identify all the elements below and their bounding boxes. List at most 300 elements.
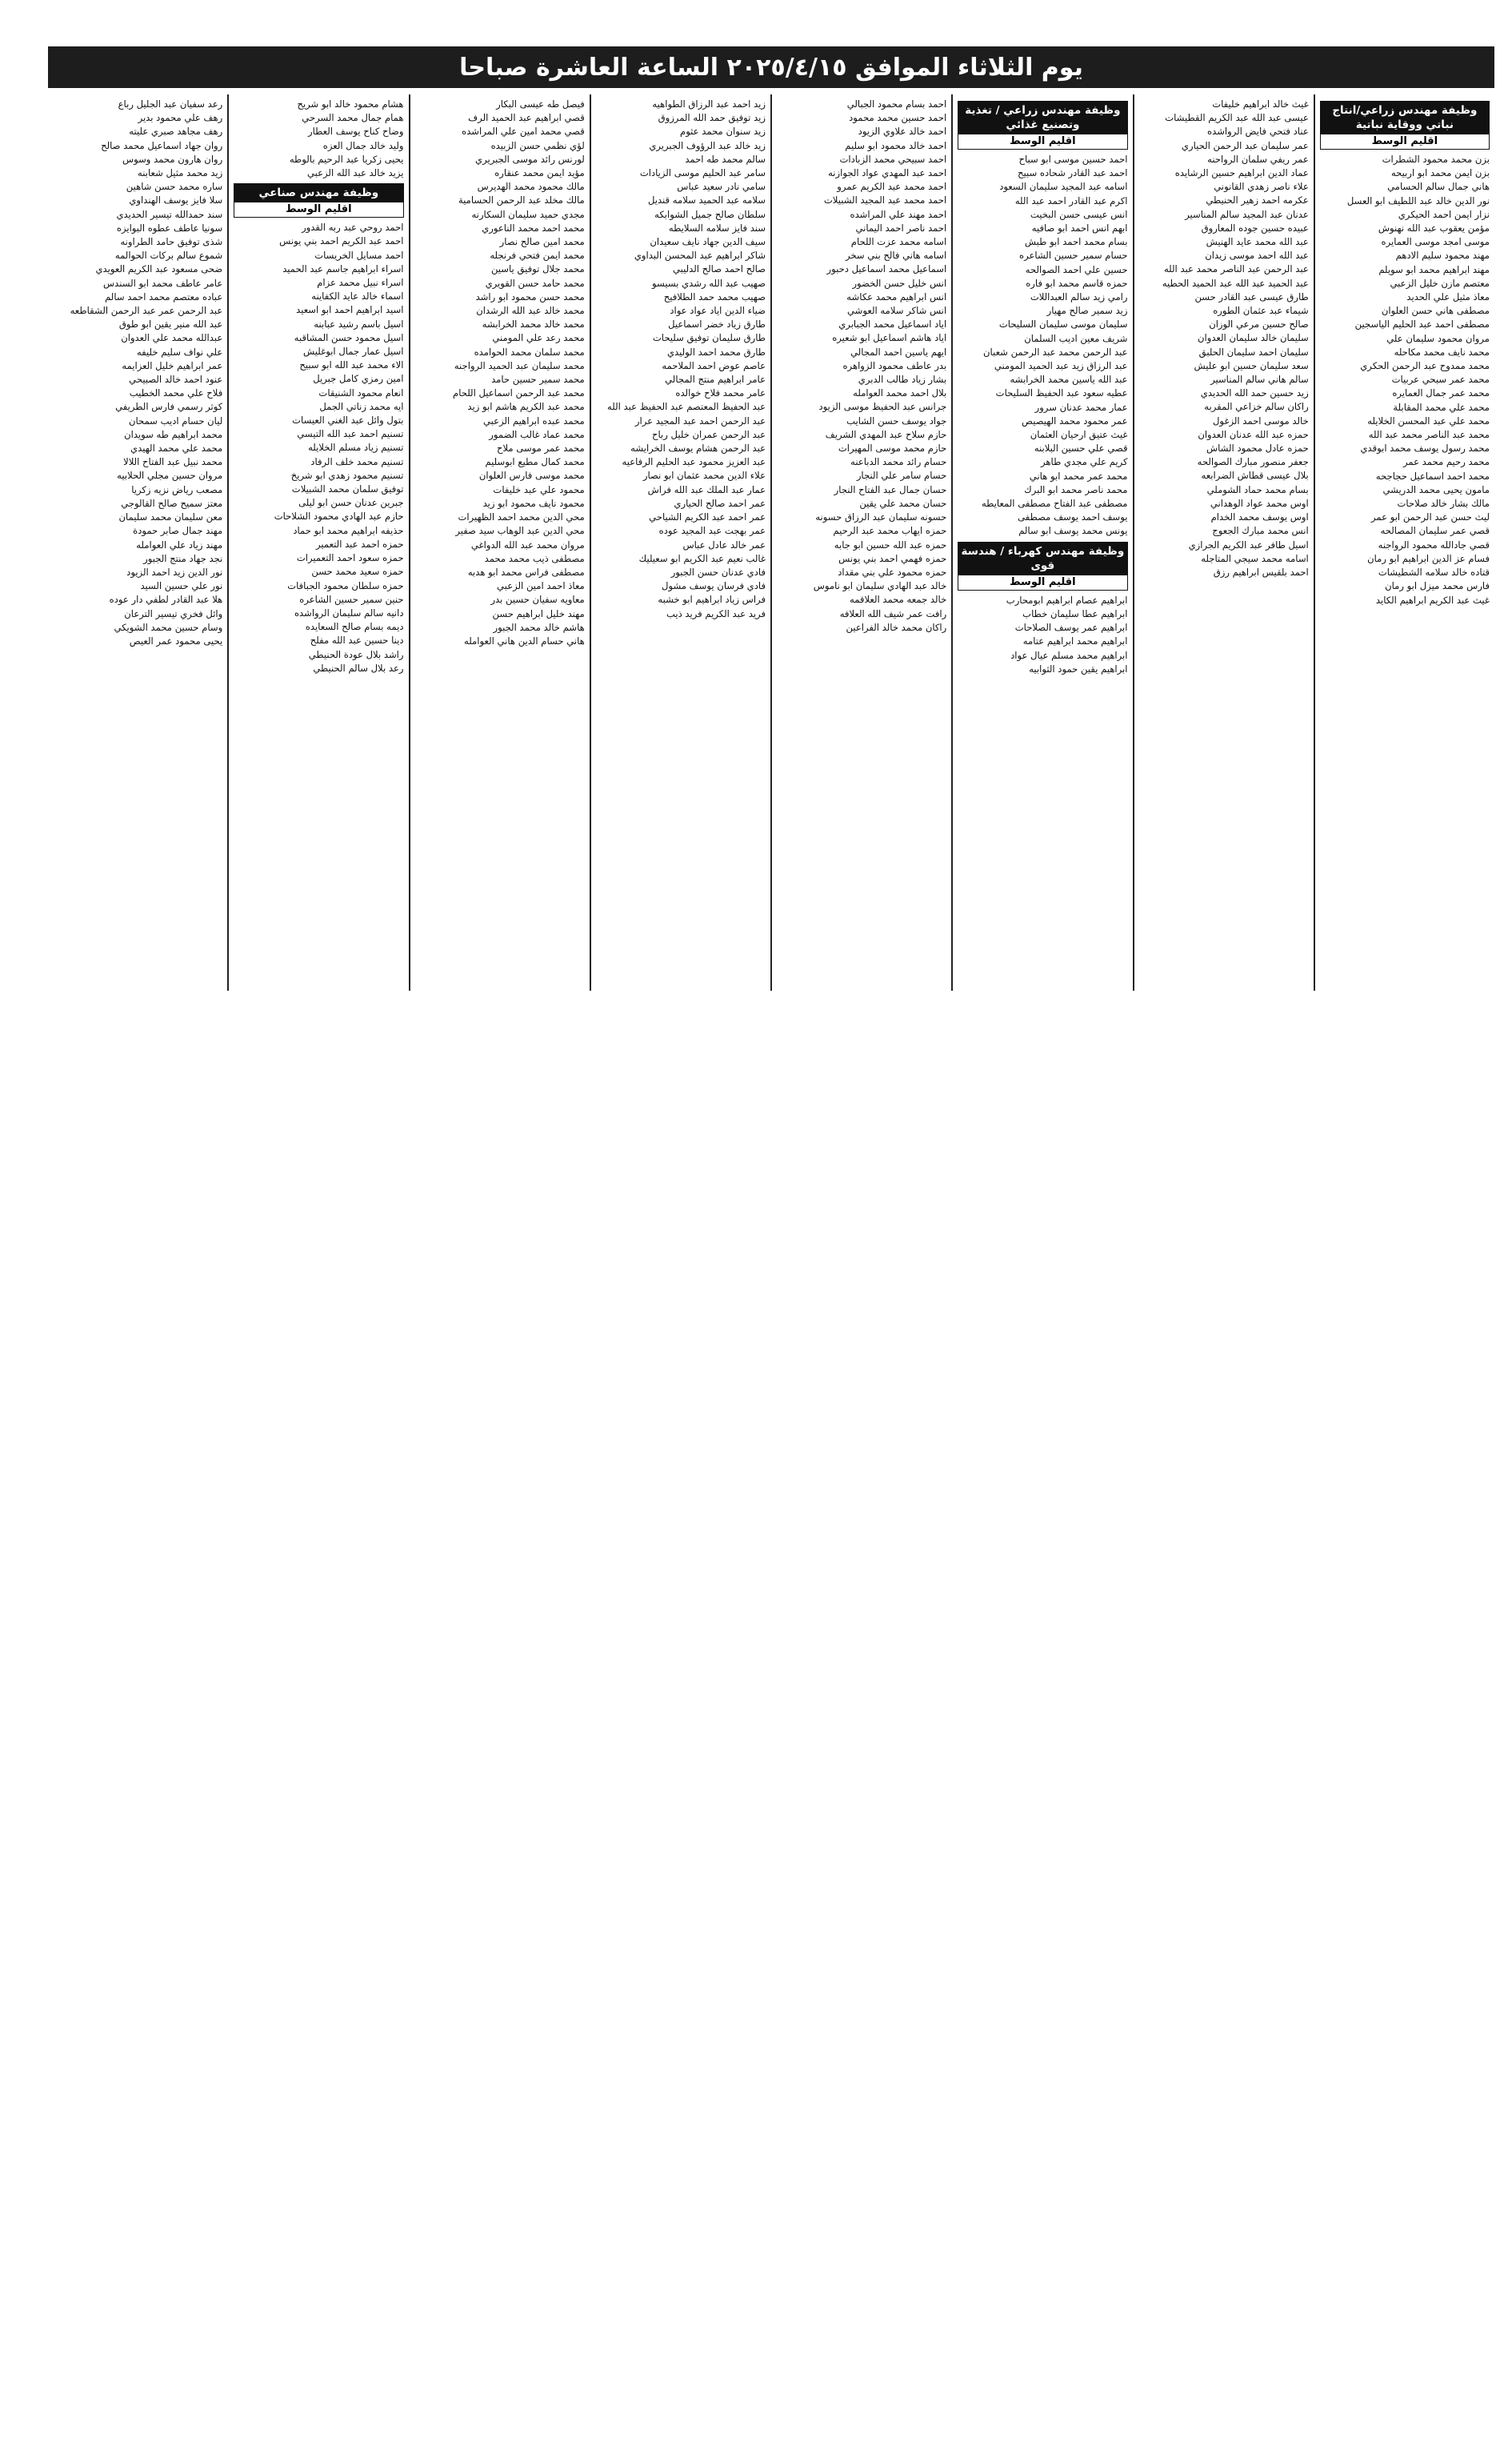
name-entry: مصطفى ذيب محمد محمد bbox=[484, 552, 585, 564]
name-entry: فادي فرسان يوسف مشول bbox=[662, 580, 766, 592]
name-entry: محمد ناصر محمد ابو البرك bbox=[1024, 483, 1128, 495]
name-entry: سعد سليمان حسين ابو عليش bbox=[1194, 359, 1309, 371]
name-entry: عمر احمد عبد الكريم الشياحي bbox=[649, 511, 766, 523]
name-entry: احمد بلقيس ابراهيم رزق bbox=[1213, 566, 1309, 578]
name-entry: وليد خالد جمال العزه bbox=[322, 139, 404, 151]
name-entry: يوسف احمد يوسف مصطفى bbox=[1018, 511, 1128, 523]
name-entry: احمد عبد الكريم احمد بني يونس bbox=[279, 235, 404, 247]
name-entry: محمد رسول يوسف محمد ابوقدي bbox=[1360, 443, 1490, 455]
name-entry: حذيفه ابراهيم محمد ابو حماد bbox=[293, 524, 404, 536]
name-entry: عبد الرحمن محمد عبد الرحمن شعبان bbox=[983, 346, 1128, 358]
name-entry: مصعب رياض نزيه زكريا bbox=[131, 483, 223, 495]
name-entry: مؤيد ايمن محمد عنقاره bbox=[494, 167, 585, 179]
name-entry: معاذ مثيل علي الحديد bbox=[1406, 291, 1490, 303]
name-entry: قتاده خالد سلامه الشطيشات bbox=[1378, 567, 1490, 579]
name-entry: اسيل محمود حسن المشاقبه bbox=[294, 331, 404, 343]
name-entry: مهند محمود سليم الادهم bbox=[1395, 250, 1490, 262]
name-entry: احمد ناصر احمد اليماني bbox=[855, 222, 947, 234]
name-entry: علاء الدين محمد عثمان ابو نصار bbox=[642, 470, 766, 482]
name-entry: اسيل عمار جمال ابوغليش bbox=[303, 346, 404, 358]
name-entry: قصي محمد امين علي المراشده bbox=[462, 126, 585, 138]
name-entry: محمد نبيل عبد الفتاح اللالا bbox=[123, 456, 223, 468]
name-entry: تسنيم محمد خلف الرفاد bbox=[310, 455, 404, 467]
name-entry: محمد جلال توفيق ياسين bbox=[490, 263, 585, 275]
name-entry: احمد عبد القادر شحاده سبيح bbox=[1018, 167, 1128, 179]
name-entry: ابهم انس احمد ابو صافيه bbox=[1031, 222, 1128, 234]
name-entry: صهيب عبد الله رشدي بسيسو bbox=[652, 277, 766, 289]
name-entry: حسان جمال عبد الفتاح النجار bbox=[834, 483, 947, 495]
name-entry: كوثر رسمي فارس الطريفي bbox=[115, 401, 223, 413]
name-entry: عامر ابراهيم منتج المجالي bbox=[665, 374, 766, 386]
name-entry: ابراهيم عصام ابراهيم ابومحارب bbox=[1006, 594, 1128, 606]
name-entry: عبد الحفيظ المعتصم عبد الحفيظ عبد الله bbox=[607, 401, 766, 413]
name-entry: فادي عدنان حسن الجبور bbox=[670, 566, 766, 578]
name-entry: مالك محمود محمد الهديرس bbox=[477, 181, 585, 193]
column-1 bbox=[1314, 94, 1494, 991]
name-entry: زيد سمير صالح مهيار bbox=[1046, 305, 1128, 317]
name-entry: اسيل باسم رشيد عبابنه bbox=[314, 318, 404, 330]
name-entry: شاكر ابراهيم عبد المحسن البداوي bbox=[634, 250, 766, 262]
name-entry: رافت عمر شيف الله العلافه bbox=[839, 607, 947, 619]
job-title: وظيفة مهندس صناعي bbox=[234, 183, 403, 202]
name-entry: محمد حسن محمود ابو راشد bbox=[475, 290, 585, 302]
name-entry: بسام محمد حماد الشوملي bbox=[1206, 483, 1309, 495]
name-entry: يونس محمد يوسف ابو سالم bbox=[1018, 525, 1128, 537]
name-entry: عبدالله محمد علي العدوان bbox=[121, 332, 223, 344]
name-entry: محمد خالد عبد الله الرشدان bbox=[476, 305, 585, 317]
name-entry: نزار ايمن احمد الحيكري bbox=[1398, 208, 1490, 220]
name-entry: محمد عبد الكريم هاشم ابو زيد bbox=[467, 401, 585, 413]
name-entry: حمزه سعيد محمد حسن bbox=[311, 566, 404, 578]
name-entry: لورنس رائد موسى الجبريري bbox=[475, 153, 585, 165]
name-entry: حمزه سعود احمد التعميرات bbox=[296, 552, 404, 564]
name-entry: عمر ابراهيم خليل العزايمه bbox=[122, 359, 223, 371]
name-entry: محمد ابراهيم طه سويدان bbox=[124, 428, 223, 440]
name-entry: حمزه ايهاب محمد عبد الرحيم bbox=[833, 525, 947, 537]
name-entry: تسنيم احمد عبد الله التيسي bbox=[297, 428, 404, 440]
name-entry: عبد الرحمن عبد الناصر محمد عبد الله bbox=[1163, 263, 1309, 275]
name-entry: انس عيسى حسن البخيت bbox=[1030, 208, 1128, 220]
column-5 bbox=[590, 94, 770, 991]
name-entry: رعد بلال سالم الحنيطي bbox=[313, 662, 404, 674]
name-entry: حمزه محمود علي بني مقداد bbox=[838, 566, 947, 578]
name-entry: جبرين عدنان حسن ابو ليلى bbox=[298, 497, 404, 509]
name-entry: عبد الله ياسين محمد الخرابشه bbox=[1010, 374, 1128, 386]
name-entry: كريم علي مجدي طاهر bbox=[1041, 456, 1128, 468]
name-entry: محمد ممدوح عبد الرحمن الحكري bbox=[1360, 360, 1490, 372]
name-entry: اسماء خالد عايد الكفاينه bbox=[311, 290, 404, 302]
name-entry: اسراء ابراهيم جاسم عبد الحميد bbox=[282, 262, 404, 274]
name-entry: مروان حسين مجلي الحلابيه bbox=[117, 470, 223, 482]
name-entry: غيث عتيق ارحيان العثمان bbox=[1030, 429, 1128, 441]
name-entry: محمد عبد الناصر محمد عبد الله bbox=[1368, 429, 1490, 441]
name-entry: فارس محمد ميزل ابو رمان bbox=[1385, 580, 1490, 592]
name-entry: راكان سالم خزاعي المقربه bbox=[1204, 401, 1309, 413]
name-entry: هاني حسام الدين هاني العوامله bbox=[464, 635, 585, 647]
name-entry: معاذ احمد امين الزعبي bbox=[497, 580, 585, 592]
name-entry: حنين سمير حسين الشاعره bbox=[299, 593, 404, 605]
name-entry: معاويه سفيان حسين بدر bbox=[490, 594, 585, 606]
name-entry: سلا فايز يوسف الهنداوي bbox=[129, 194, 223, 206]
name-entry: ضياء الدين اياد عواد عواد bbox=[670, 305, 766, 317]
name-entry: عمار عبد الملك عبد الله فراش bbox=[647, 483, 766, 495]
name-entry: حازم سلاح عبد المهدي الشريف bbox=[825, 428, 947, 440]
name-entry: شموع سالم بركات الحوالمه bbox=[114, 250, 223, 262]
name-entry: سالم هاني سالم المناسير bbox=[1210, 374, 1309, 386]
name-entry: احمد محمد عبد الكريم عمرو bbox=[837, 181, 947, 193]
column-6 bbox=[409, 94, 590, 991]
name-entry: احمد مسايل الخريسات bbox=[314, 249, 404, 261]
section-heading bbox=[958, 542, 1127, 591]
name-entry: عامر عاطف محمد ابو السندس bbox=[103, 277, 223, 289]
columns-container bbox=[48, 94, 1494, 991]
name-entry: بلال عيسى قطاش الضرابعه bbox=[1201, 470, 1309, 482]
name-entry: مصطفى فراس محمد ابو هدبه bbox=[467, 566, 585, 578]
name-entry: سونيا عاطف عطوه البوايزه bbox=[116, 222, 223, 234]
region-label: اقليم الوسط bbox=[1320, 134, 1490, 150]
name-entry: احمد محمد عبد المجيد الشبيلات bbox=[823, 194, 947, 206]
name-entry: عدنان عبد المجيد سالم المناسير bbox=[1185, 208, 1309, 220]
name-entry: روان جهاد اسماعيل محمد صالح bbox=[101, 139, 223, 151]
name-entry: محمد احمد محمد الناعوري bbox=[482, 222, 585, 234]
name-entry: جواد يوسف حسن الشايب bbox=[846, 415, 947, 427]
name-entry: عيسى عبد الله عبد الكريم القطيشات bbox=[1165, 112, 1309, 124]
name-entry: احمد سبيحي محمد الزبادات bbox=[839, 153, 947, 165]
name-entry: انس شاكر سلامه العوشي bbox=[847, 305, 947, 317]
name-entry: عبيده حسين جوده المعاروق bbox=[1201, 222, 1309, 234]
name-entry: عبد الحميد عبد الله عبد الحميد الحطيه bbox=[1162, 277, 1309, 289]
name-entry: قصي علي حسين البلابنه bbox=[1034, 443, 1128, 455]
name-entry: طارق سليمان توفيق سليحات bbox=[652, 332, 766, 344]
name-entry: شريف معين اديب السلمان bbox=[1024, 332, 1128, 344]
name-entry: ضحى مسعود عبد الكريم العويدي bbox=[95, 263, 223, 275]
name-entry: موسى امجد موسى العمايره bbox=[1381, 236, 1490, 248]
name-entry: محمد عبد الرحمن اسماعيل اللحام bbox=[453, 387, 585, 399]
name-entry: حسام رائد محمد الدباعنه bbox=[850, 456, 947, 468]
name-entry: عطيه سعود عبد الحفيظ السليحات bbox=[995, 387, 1128, 399]
name-entry: دينا حسين عبد الله مفلح bbox=[310, 635, 404, 647]
name-entry: حسين علي احمد الصوالحه bbox=[1025, 263, 1128, 275]
name-entry: مالك بشار خالد صلاحات bbox=[1397, 498, 1490, 510]
name-entry: بشار زياد طالب الدبري bbox=[858, 374, 947, 386]
name-entry: محمد ايمن فتحي فرنجله bbox=[490, 250, 585, 262]
name-entry: عنود احمد خالد الصبيحي bbox=[129, 374, 223, 386]
name-entry: انس محمد مبارك الجعوج bbox=[1212, 525, 1309, 537]
name-entry: زيد سنوان محمد عثوم bbox=[680, 126, 766, 138]
name-entry: طارق محمد احمد الوليدي bbox=[666, 346, 766, 358]
name-entry: اكرم عبد القادر احمد عبد الله bbox=[1014, 194, 1128, 206]
name-entry: محمد عمر جمال العمايره bbox=[1392, 387, 1490, 399]
name-entry: محي الدين محمد احمد الظهيرات bbox=[458, 511, 585, 523]
name-entry: مهند ابراهيم محمد ابو سويلم bbox=[1378, 263, 1490, 275]
name-entry: سلامه عبد الحميد سلامه قنديل bbox=[647, 194, 766, 206]
name-entry: زيد احمد عبد الرزاق الطواهيه bbox=[652, 98, 766, 110]
name-entry: مروان محمود سليمان علي bbox=[1386, 332, 1490, 344]
name-entry: صهيب محمد حمد الطلافيح bbox=[663, 290, 766, 302]
name-entry: احمد مهند علي المراشده bbox=[850, 208, 947, 220]
name-entry: طارق زياد خضر اسماعيل bbox=[668, 319, 766, 331]
name-entry: توفيق سلمان محمد الشبيلات bbox=[291, 483, 404, 495]
name-entry: فريد عبد الكريم فريد ذيب bbox=[666, 607, 766, 619]
name-entry: وائل فخري تيسير الترعان bbox=[124, 607, 223, 619]
name-entry: تسنيم محمود زهدي ابو شريخ bbox=[290, 469, 404, 481]
name-entry: احمد خالد علاوي الزيود bbox=[858, 126, 947, 138]
name-entry: حمزه قاسم محمد ابو فاره bbox=[1026, 277, 1128, 289]
name-entry: مؤمن يعقوب عبد الله نهنوش bbox=[1378, 222, 1490, 234]
name-entry: محمد موسى فارس العلوان bbox=[478, 470, 585, 482]
name-entry: سالم محمد طه احمد bbox=[685, 153, 766, 165]
region-label: اقليم الوسط bbox=[958, 575, 1127, 591]
name-entry: همام جمال محمد السرحي bbox=[302, 112, 404, 124]
region-label: اقليم الوسط bbox=[234, 202, 403, 218]
name-entry: محمد احمد اسماعيل حجاجحه bbox=[1375, 470, 1490, 482]
name-entry: معتز سميح صالح القالوجي bbox=[121, 497, 223, 509]
name-entry: عمر احمد صالح الحياري bbox=[674, 497, 766, 509]
name-entry: رهف علي محمود بدير bbox=[138, 112, 223, 124]
name-entry: ليث حسن عبد الرحمن ابو عمر bbox=[1371, 511, 1490, 523]
name-entry: معتصم مازن خليل الزعبي bbox=[1390, 277, 1490, 289]
name-entry: اسيل طافر عبد الكريم الجرازي bbox=[1188, 539, 1309, 551]
name-entry: مالك مخلد عبد الرحمن الحسامية bbox=[458, 194, 585, 206]
name-entry: هشام محمود خالد ابو شريح bbox=[297, 98, 404, 110]
name-entry: هاشم خالد محمد الجبور bbox=[493, 621, 585, 633]
name-entry: وسام حسين محمد الشويكي bbox=[114, 621, 223, 633]
name-entry: اوس يوسف محمد الخدام bbox=[1210, 511, 1309, 523]
name-entry: قصي ابراهيم عبد الحميد الرف bbox=[468, 112, 585, 124]
page-title: يوم الثلاثاء الموافق ٢٠٢٥/٤/١٥ الساعة العاشرة صباحا bbox=[48, 46, 1494, 88]
name-entry: اسامه هاني فالح بني سخر bbox=[846, 250, 947, 262]
name-entry: اسيد ابراهيم احمد ابو اسعيد bbox=[296, 304, 404, 316]
name-entry: محمد رحيم محمد عمر bbox=[1402, 456, 1490, 468]
name-entry: فلاح علي محمد الخطيب bbox=[129, 387, 223, 399]
name-entry: حازم عبد الهادي محمود الشلاحات bbox=[274, 511, 404, 523]
name-entry: هاني جمال سالم الحسامي bbox=[1387, 181, 1490, 193]
name-entry: ساره محمد حسن شاهين bbox=[126, 181, 223, 193]
name-entry: شذى توفيق حامد الطراونه bbox=[120, 236, 223, 248]
name-entry: مهند جمال صابر حمودة bbox=[133, 525, 223, 537]
name-entry: نور الدين خالد عبد اللطيف ابو العسل bbox=[1346, 194, 1490, 206]
name-entry: خالد جمعه محمد العلاقمه bbox=[849, 594, 947, 606]
name-entry: عبد الرحمن عمر عبد الرحمن الشقاطعه bbox=[70, 305, 223, 317]
name-entry: انس ابراهيم محمد عكاشه bbox=[846, 290, 947, 302]
name-entry: صالح حسين مرعي الوزان bbox=[1209, 319, 1309, 331]
name-entry: اياد اسماعيل محمد الجبابري bbox=[838, 319, 947, 331]
name-entry: اسامه محمد سيجي المتاجله bbox=[1201, 552, 1309, 564]
name-entry: جعفر منصور مبارك الصوالحه bbox=[1197, 456, 1309, 468]
name-entry: اسماعيل محمد اسماعيل دحبور bbox=[826, 263, 947, 275]
name-entry: مروان محمد عبد الله الدواغي bbox=[470, 539, 585, 551]
name-entry: مهند خليل ابراهيم حسن bbox=[492, 607, 585, 619]
name-entry: محمد سمير حسين حامد bbox=[491, 374, 585, 386]
name-entry: احمد بسام محمود الجبالي bbox=[846, 98, 947, 110]
name-entry: فيصل طه عيسى البكار bbox=[496, 98, 585, 110]
name-entry: عامر محمد فلاح خوالده bbox=[675, 387, 766, 399]
name-entry: عبد الرحمن هشام يوسف الخرايشه bbox=[630, 443, 766, 455]
name-entry: احمد عبد المهدي عواد الجوازنه bbox=[828, 167, 947, 179]
name-entry: عاصم عوض احمد الملاحمه bbox=[662, 359, 766, 371]
name-entry: لؤي نظمي حسن الزبيده bbox=[490, 139, 585, 151]
name-entry: عبد الرزاق زيد عبد الحميد المومني bbox=[994, 360, 1128, 372]
name-entry: محمد علي عبد المحسن الخلايله bbox=[1367, 415, 1490, 427]
name-entry: محمود علي عبد خليفات bbox=[493, 483, 585, 495]
name-entry: بتول وائل عبد الغني العيسات bbox=[292, 415, 404, 427]
name-entry: مصطفى عبد الفتاح مصطفى المعايطه bbox=[981, 498, 1128, 510]
name-entry: حمزه فهمي احمد بني يونس bbox=[838, 552, 947, 564]
name-entry: نجد جهاد منتج الجبور bbox=[143, 552, 223, 564]
name-entry: عمر سليمان عبد الرحمن الحياري bbox=[1181, 139, 1309, 151]
name-entry: قصي جادالله محمود الرواجنه bbox=[1378, 539, 1490, 551]
column-4 bbox=[770, 94, 951, 991]
name-entry: احمد حسين موسى ابو سباح bbox=[1018, 154, 1128, 165]
name-entry: مصطفى احمد عبد الحليم الياسجين bbox=[1354, 319, 1490, 331]
name-entry: علاء ناصر زهدي القانوني bbox=[1214, 181, 1309, 193]
name-entry: مامون يحيى محمد الدريشي bbox=[1382, 483, 1490, 495]
name-entry: سليمان خالد سليمان العدوان bbox=[1198, 332, 1309, 344]
name-entry: حمزه عادل محمود الشاش bbox=[1206, 443, 1309, 455]
name-entry: راشد بلال عودة الحنيطي bbox=[308, 648, 404, 660]
name-entry: معن سليمان محمد سليمان bbox=[118, 511, 223, 523]
name-entry: هلا عبد القادر لطفي دار عوده bbox=[109, 594, 223, 606]
name-entry: بزن ايمن محمد ابو اربيحه bbox=[1390, 167, 1490, 179]
name-entry: تسنيم زياد مسلم الخلايله bbox=[308, 442, 404, 454]
name-entry: بسام محمد احمد ابو طبش bbox=[1024, 236, 1128, 248]
job-title: وظيفة مهندس كهرباء / هندسة قوى bbox=[958, 542, 1127, 575]
newspaper-page bbox=[48, 46, 1494, 991]
name-entry: فراس زياد ابراهيم ابو خشبه bbox=[658, 594, 766, 606]
name-entry: راكان محمد خالد الفراعين bbox=[846, 621, 947, 633]
name-entry: محمد كمال مطيع ابوسليم bbox=[485, 456, 585, 468]
name-entry: احمد روحي عبد ربه القدور bbox=[302, 222, 404, 234]
name-entry: صالح احمد صالح الدليبي bbox=[672, 263, 766, 275]
name-entry: محمد سليمان عبد الحميد الرواجنه bbox=[454, 359, 585, 371]
name-entry: زيد حسين حمد الله الحديدي bbox=[1200, 387, 1309, 399]
name-entry: ايه محمد زناتي الجمل bbox=[319, 400, 404, 412]
job-title: وظيفة مهندس زراعي / تغذية وتصنيع غذائي bbox=[958, 101, 1127, 134]
name-entry: عباده معتصم محمد احمد سالم bbox=[105, 290, 223, 302]
section-heading bbox=[958, 101, 1127, 150]
name-entry: حسام سمير حسين الشاعره bbox=[1019, 250, 1128, 262]
name-entry: زيد محمد مثيل شعابنه bbox=[138, 167, 223, 179]
name-entry: محمد سلمان محمد الحوامده bbox=[474, 346, 585, 358]
name-entry: زيد خالد عبد الرؤوف الجبريري bbox=[649, 139, 766, 151]
name-entry: سامي نادر سعيد عباس bbox=[677, 181, 766, 193]
name-entry: جرانس عبد الحفيظ موسى الزيود bbox=[818, 401, 947, 413]
name-entry: سليمان موسى سليمان السليحات bbox=[998, 319, 1128, 331]
name-entry: حازم محمد موسى المهيرات bbox=[838, 443, 947, 455]
name-entry: ابراهيم عمر يوسف الصلاحات bbox=[1014, 622, 1128, 634]
name-entry: خالد موسى احمد الزغول bbox=[1212, 415, 1309, 427]
name-entry: اياد هاشم اسماعيل ابو شعيره bbox=[832, 332, 947, 344]
name-entry: محمد رعد علي المومني bbox=[492, 332, 585, 344]
name-entry: بدر عاطف محمود الزواهره bbox=[842, 359, 947, 371]
name-entry: ابراهيم محمد ابراهيم عتامه bbox=[1022, 635, 1128, 647]
name-entry: وضاح كناح يوسف العطار bbox=[308, 126, 404, 138]
name-entry: حسان محمد علي يقين bbox=[859, 497, 947, 509]
name-entry: رهف مجاهد صبري عليته bbox=[129, 126, 223, 138]
name-entry: سامر عبد الحليم موسى الزيادات bbox=[639, 167, 766, 179]
section-heading bbox=[1320, 101, 1490, 150]
name-entry: سند فايز سلامه السلايطه bbox=[668, 222, 766, 234]
column-2 bbox=[1133, 94, 1314, 991]
name-entry: ابراهيم عطا سليمان خطاب bbox=[1022, 607, 1128, 619]
name-entry: حسام سامر علي النجار bbox=[856, 470, 947, 482]
name-entry: اسامه عبد المجيد سليمان السعود bbox=[999, 181, 1128, 193]
name-entry: يزيد خالد عبد الله الزعبي bbox=[306, 167, 404, 179]
name-entry: مصطفى هاني حسن العلوان bbox=[1381, 305, 1490, 317]
name-entry: محمد خالد محمد الخرابشه bbox=[482, 319, 585, 331]
name-entry: محمد عماد غالب الضمور bbox=[489, 428, 585, 440]
name-entry: حسونه سليمان عبد الرزاق حسونه bbox=[815, 511, 947, 523]
name-entry: زيد توفيق حمد الله المرزوق bbox=[658, 112, 766, 124]
name-entry: حمزه عبد الله حسين ابو جابه bbox=[834, 539, 947, 551]
name-entry: ديمه بسام صالح السعايده bbox=[305, 621, 404, 633]
name-entry: ليان حسام اديب سمحان bbox=[128, 415, 223, 427]
name-entry: اسامه محمد عزت اللحام bbox=[850, 236, 947, 248]
name-entry: قصي عمر سليمان المصالحه bbox=[1380, 525, 1490, 537]
name-entry: عمر بهجت عبد المجيد عوده bbox=[658, 525, 766, 537]
name-entry: عبد الرحمن احمد عبد المجيد عرار bbox=[634, 415, 766, 427]
name-entry: سلطان صالح جميل الشوابكه bbox=[654, 208, 766, 220]
name-entry: مجدي حميد سليمان السكارنه bbox=[471, 208, 585, 220]
name-entry: ايهم ياسين احمد المجالي bbox=[850, 346, 947, 358]
name-entry: محمد امين صالح نصار bbox=[499, 236, 585, 248]
name-entry: عمر ريفي سلمان الرواحنه bbox=[1207, 153, 1309, 165]
name-entry: بلال احمد محمد العوامله bbox=[853, 387, 947, 399]
column-7 bbox=[227, 94, 408, 991]
name-entry: طارق عيسى عبد القادر حسن bbox=[1194, 290, 1309, 302]
name-entry: رعد سفيان عبد الجليل رباع bbox=[118, 98, 223, 110]
name-entry: احمد حسين محمد محمود bbox=[849, 112, 947, 124]
name-entry: حمزه سلطان محمود الجبافات bbox=[287, 579, 404, 591]
name-entry: اسراء نبيل محمد عزام bbox=[317, 277, 404, 289]
name-entry: عكرمه احمد زهير الحنيطي bbox=[1206, 194, 1309, 206]
name-entry: حمزه احمد عبد التعمير bbox=[315, 538, 404, 550]
name-entry: امين رمزي كامل جبريل bbox=[313, 373, 404, 385]
name-entry: ابراهيم يقين حمود الثوابيه bbox=[1029, 663, 1128, 675]
name-entry: احمد خالد محمود ابو سليم bbox=[845, 139, 947, 151]
name-entry: عمر محمود محمد الهيصيص bbox=[1022, 415, 1128, 427]
name-entry: نور علي حسين السيد bbox=[140, 580, 223, 592]
name-entry: محمد علي محمد المقابلة bbox=[1393, 401, 1490, 413]
column-8 bbox=[48, 94, 227, 991]
name-entry: انعام محمود الشنيقات bbox=[318, 387, 404, 399]
region-label: اقليم الوسط bbox=[958, 134, 1127, 150]
name-entry: شيماء عبد عثمان الطوره bbox=[1213, 305, 1309, 317]
name-entry: اوس محمد عواد الوهداني bbox=[1210, 497, 1309, 509]
name-entry: عبد الرحمن عمران خليل رباح bbox=[652, 428, 766, 440]
name-entry: عبد الله احمد موسى زيدان bbox=[1205, 250, 1309, 262]
name-entry: خالد عبد الهادي سليمان ابو ناموس bbox=[813, 580, 947, 592]
name-entry: عمار محمد عدنان سرور bbox=[1034, 401, 1128, 413]
name-entry: غالب نعيم عبد الكريم ابو سعيليك bbox=[638, 552, 766, 564]
name-entry: فسام عز الدين ابراهيم ابو رمان bbox=[1367, 552, 1490, 564]
name-entry: عمر خالد عادل عباس bbox=[682, 539, 766, 551]
name-entry: محي الدين عبد الوهاب سيد صفير bbox=[455, 525, 585, 537]
name-entry: عبد الله محمد عايد الهنيش bbox=[1206, 236, 1309, 248]
name-entry: حمزه عبد الله عدنان العدوان bbox=[1198, 428, 1309, 440]
name-entry: انس خليل حسن الخضور bbox=[852, 277, 947, 289]
name-entry: محمد عمر سبحي عربيات bbox=[1391, 374, 1490, 386]
name-entry: عناد فتحي فايض الرواشده bbox=[1207, 126, 1309, 138]
name-entry: ابراهيم محمد مسلم عيال عواد bbox=[1010, 649, 1128, 661]
name-entry: نور الدين زيد احمد الزيود bbox=[126, 566, 223, 578]
name-entry: روان هارون محمد وسوس bbox=[122, 153, 223, 165]
column-3 bbox=[951, 94, 1132, 991]
job-title: وظيفة مهندس زراعي/انتاج نباتي ووقاية نباتية bbox=[1320, 101, 1490, 134]
name-entry: عبد العزيز محمود عبد الحليم الرفاعيه bbox=[622, 456, 766, 468]
name-entry: محمد نايف محمد مكاحله bbox=[1394, 346, 1490, 358]
name-entry: محمود نايف محمود ابو زيد bbox=[482, 497, 585, 509]
